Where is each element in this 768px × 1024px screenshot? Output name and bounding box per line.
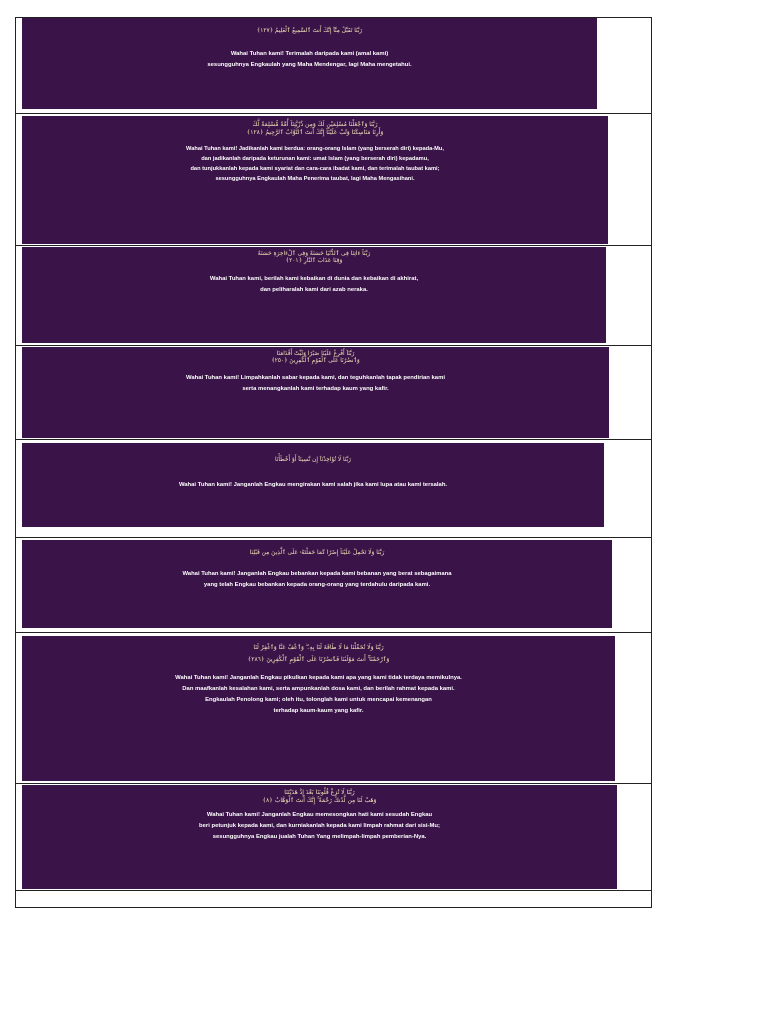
- grid-line: [651, 17, 652, 908]
- dua-card: [22, 247, 606, 343]
- dua-card: [22, 347, 609, 438]
- dua-translation: Wahai Tuhan kami! Limpahkanlah sabar kepada kami, dan teguhkanlah tapak pendirian kami serta menangkanlah kami terhadap kaum yang kafir.: [186, 375, 445, 393]
- dua-arabic-line: وَٱنصُرْنَا عَلَى ٱلْقَوْمِ ٱلْكَٰفِرِينَ ﴿٢٥٠﴾: [271, 358, 360, 365]
- grid-line: [15, 439, 652, 440]
- dua-arabic-line: رَبَّنَآ أَفْرِغْ عَلَيْنَا صَبْرًا وَثَبِّتْ أَقْدَامَنَا: [276, 351, 355, 357]
- dua-translation: Wahai Tuhan kami! Janganlah Engkau mengirakan kami salah jika kami lupa atau kami tersalah.: [178, 482, 448, 489]
- grid-line: [15, 113, 652, 114]
- dua-translation: Wahai Tuhan kami! Jadikanlah kami berdua: orang-orang Islam (yang berserah diri) kepada-Mu, dan jadikanlah daripada keturunan kami: umat Islam (yang berserah diri) kepadamu, dan tunjukkanlah kepada kami syariat dan cara-cara ibadat kami, dan terimalah taubat kami; sesungguhnya Engkaulah Maha Penerima taubat, lagi Maha Mengasihani.: [186, 146, 444, 182]
- dua-arabic-line: وَٱرْحَمْنَآ ۚ أَنتَ مَوْلَىٰنَا فَٱنصُرْنَا عَلَى ٱلْقَوْمِ ٱلْكَٰفِرِينَ ﴿٢٨٦﴾: [247, 655, 390, 663]
- dua-arabic-line: رَبَّنَا لَا تُزِغْ قُلُوبَنَا بَعْدَ إِذْ هَدَيْتَنَا: [284, 789, 355, 796]
- dua-arabic-line: رَبَّنَآ ءَاتِنَا فِى ٱلدُّنْيَا حَسَنَةً وَفِى ٱلْءَاخِرَةِ حَسَنَةً: [257, 251, 371, 257]
- dua-translation: Wahai Tuhan kami! Janganlah Engkau pikulkan kepada kami apa yang kami tidak terdaya memikulnya. Dan maafkanlah kesalahan kami, serta ampunkanlah dosa kami, dan berilah rahmat kepada kami. Engkaulah Penolong kami; oleh itu, tolonglah kami untuk mencapai kemenangan terhadap kaum-kaum yang kafir.: [175, 675, 462, 714]
- dua-translation: Wahai Tuhan kami! Janganlah Engkau bebankan kepada kami bebanan yang berat sebagaimana yang telah Engkau bebankan kepada orang-orang yang terdahulu daripada kami.: [182, 571, 452, 589]
- grid-line: [15, 245, 652, 246]
- grid-line: [15, 907, 652, 908]
- grid-line: [15, 345, 652, 346]
- dua-translation: Wahai Tuhan kami, berilah kami kebaikan di dunia dan kebaikan di akhirat, dan peliharalah kami dari azab neraka.: [209, 275, 419, 293]
- dua-arabic-line: رَبَّنَا تَقَبَّلْ مِنَّآ إِنَّكَ أَنتَ ٱلسَّمِيعُ ٱلْعَلِيمُ ﴿١٢٧﴾: [256, 28, 363, 34]
- dua-card: [22, 785, 617, 889]
- dua-card: [22, 636, 615, 781]
- dua-arabic-line: وَقِنَا عَذَابَ ٱلنَّارِ ﴿٢٠١﴾: [285, 258, 343, 265]
- dua-card: [22, 116, 608, 244]
- grid-line: [15, 890, 652, 891]
- grid-line: [15, 537, 652, 538]
- dua-translation: Wahai Tuhan kami! Terimalah daripada kami (amal kami) sesungguhnya Engkaulah yang Maha Mendengar, lagi Maha mengetahui.: [207, 51, 412, 69]
- dua-card: [22, 443, 604, 527]
- dua-card: [22, 540, 612, 628]
- dua-translation: Wahai Tuhan kami! Janganlah Engkau memesongkan hati kami sesudah Engkau beri petunjuk kepada kami, dan kurniakanlah kepada kami limpah rahmat dari sisi-Mu; sesungguhnya Engkau jualah Tuhan Yang melimpah-limpah pemberian-Nya.: [199, 812, 440, 840]
- dua-arabic-line: وَهَبْ لَنَا مِن لَّدُنكَ رَحْمَةً ۚ إِنَّكَ أَنتَ ٱلْوَهَّابُ ﴿٨﴾: [262, 796, 377, 804]
- grid-line: [15, 783, 652, 784]
- dua-arabic-line: وَأَرِنَا مَنَاسِكَنَا وَتُبْ عَلَيْنَآ إِنَّكَ أَنتَ ٱلتَّوَّابُ ٱلرَّحِيمُ ﴿١٢٨﴾: [246, 128, 384, 136]
- dua-arabic-line: رَبَّنَا وَلَا تُحَمِّلْنَا مَا لَا طَاقَةَ لَنَا بِهِۦ ۖ وَٱعْفُ عَنَّا وَٱغْفِرْ لَنَا: [253, 644, 384, 651]
- dua-card: [22, 18, 597, 109]
- dua-arabic-line: رَبَّنَا لَا تُؤَاخِذْنَآ إِن نَّسِينَآ أَوْ أَخْطَأْنَا: [275, 457, 351, 463]
- dua-arabic-line: رَبَّنَا وَلَا تَحْمِلْ عَلَيْنَآ إِصْرًا كَمَا حَمَلْتَهُۥ عَلَى ٱلَّذِينَ مِن قَبْلِنَا: [249, 550, 385, 556]
- grid-line: [15, 17, 16, 908]
- dua-arabic-line: رَبَّنَا وَٱجْعَلْنَا مُسْلِمَيْنِ لَكَ وَمِن ذُرِّيَّتِنَآ أُمَّةً مُّسْلِمَةً لَّكَ: [252, 121, 378, 128]
- grid-line: [15, 632, 652, 633]
